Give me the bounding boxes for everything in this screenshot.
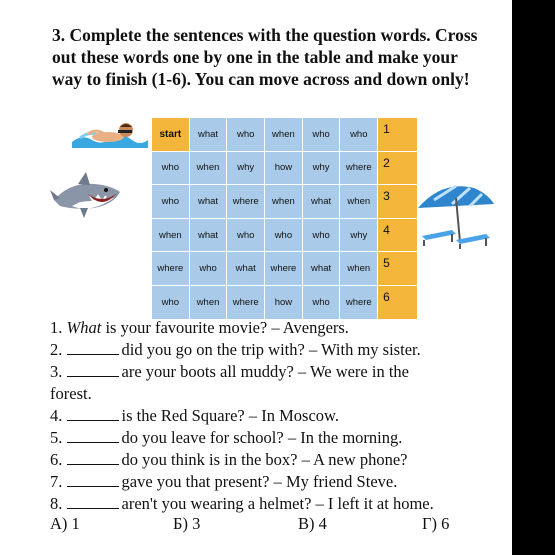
grid-cell[interactable]: what [303, 185, 340, 218]
grid-cell[interactable]: who [303, 118, 340, 151]
question-2 [50, 339, 490, 361]
question-text: are your boots all muddy? – We were in the [121, 362, 409, 381]
finish-number-4: 4 [378, 219, 417, 252]
grid-cell[interactable]: what [190, 219, 227, 252]
answer-blank[interactable] [67, 472, 119, 487]
question-6 [50, 449, 490, 471]
grid-cell[interactable]: when [190, 152, 227, 185]
question-number: 8. [50, 494, 63, 513]
grid-cell[interactable]: where [227, 286, 264, 319]
grid-cell[interactable]: how [265, 152, 302, 185]
finish-number-1: 1 [378, 118, 417, 151]
grid-cell[interactable]: who [227, 219, 264, 252]
finish-number-6: 6 [378, 286, 417, 319]
grid-cell[interactable]: who [190, 252, 227, 285]
grid-cell[interactable]: when [152, 219, 189, 252]
grid-cell[interactable]: when [190, 286, 227, 319]
grid-cell[interactable]: what [190, 185, 227, 218]
grid-cell[interactable]: who [265, 219, 302, 252]
shark-icon [50, 170, 122, 222]
question-text: did you go on the trip with? – With my sister. [121, 340, 421, 359]
grid-cell[interactable]: what [303, 252, 340, 285]
grid-cell[interactable]: who [303, 286, 340, 319]
answer-option-a[interactable]: А) 1 [50, 514, 80, 533]
question-number: 2. [50, 340, 63, 359]
grid-cell[interactable]: who [152, 185, 189, 218]
answer-blank[interactable] [67, 406, 119, 421]
answer-option-d[interactable]: Г) 6 [422, 514, 450, 533]
grid-cell-start[interactable]: start [152, 118, 189, 151]
question-number: 5. [50, 428, 63, 447]
grid-cell[interactable]: where [340, 286, 377, 319]
exercise-instructions: 3. Complete the sentences with the question words. Cross out these words one by one in the table and make your way to finish (1-6). You can move across and down only! [52, 25, 478, 89]
grid-cell[interactable]: why [303, 152, 340, 185]
beach-umbrella-icon [412, 178, 504, 250]
grid-cell[interactable]: when [265, 185, 302, 218]
question-list [50, 317, 490, 515]
question-1 [50, 317, 490, 339]
grid-cell[interactable]: how [265, 286, 302, 319]
question-4 [50, 405, 490, 427]
answer-blank[interactable] [67, 340, 119, 355]
finish-number-2: 2 [378, 152, 417, 185]
grid-cell[interactable]: who [303, 219, 340, 252]
question-text: gave you that present? – My friend Steve. [121, 472, 398, 491]
answer-blank[interactable] [67, 494, 119, 509]
finish-number-5: 5 [378, 252, 417, 285]
question-number: 3. [50, 362, 63, 381]
right-edge-bar [512, 0, 555, 555]
grid-cell[interactable]: who [152, 286, 189, 319]
grid-cell[interactable]: where [340, 152, 377, 185]
grid-cell[interactable]: who [152, 152, 189, 185]
question-8 [50, 493, 490, 515]
question-text: is your favourite movie? – Avengers. [105, 318, 349, 337]
question-number: 4. [50, 406, 63, 425]
answer-blank[interactable] [67, 362, 119, 377]
swimmer-icon [70, 118, 150, 152]
question-7 [50, 471, 490, 493]
grid-cell[interactable]: when [340, 185, 377, 218]
question-number: 7. [50, 472, 63, 491]
question-3-continuation: forest. [50, 384, 92, 403]
answer-blank[interactable] [67, 428, 119, 443]
grid-cell[interactable]: what [190, 118, 227, 151]
word-grid [152, 118, 417, 319]
grid-cell[interactable]: what [227, 252, 264, 285]
grid-cell[interactable]: when [340, 252, 377, 285]
grid-cell[interactable]: when [265, 118, 302, 151]
question-text: is the Red Square? – In Moscow. [121, 406, 340, 425]
question-text: do you think is in the box? – A new phone? [121, 450, 408, 469]
answer-option-c[interactable]: В) 4 [298, 514, 327, 533]
finish-number-3: 3 [378, 185, 417, 218]
grid-cell[interactable]: who [227, 118, 264, 151]
question-5 [50, 427, 490, 449]
answer-option-b[interactable]: Б) 3 [173, 514, 201, 533]
grid-cell[interactable]: why [227, 152, 264, 185]
grid-cell[interactable]: where [227, 185, 264, 218]
question-number: 6. [50, 450, 63, 469]
question-number: 1. [50, 318, 63, 337]
answer-word: What [66, 318, 102, 337]
question-text: do you leave for school? – In the morning. [121, 428, 403, 447]
answer-options [50, 514, 490, 536]
grid-cell[interactable]: where [152, 252, 189, 285]
grid-cell[interactable]: why [340, 219, 377, 252]
question-text: aren't you wearing a helmet? – I left it at home. [121, 494, 434, 513]
grid-cell[interactable]: where [265, 252, 302, 285]
grid-cell[interactable]: who [340, 118, 377, 151]
question-3 [50, 361, 490, 383]
answer-blank[interactable] [67, 450, 119, 465]
